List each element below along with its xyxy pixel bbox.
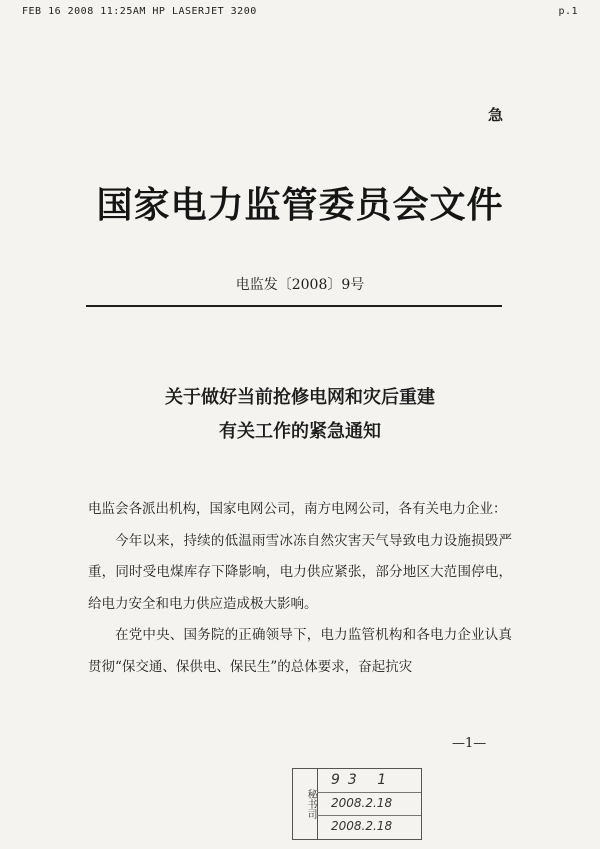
stamp-department: 秘书司 (293, 769, 318, 839)
page-number: —1— (452, 736, 487, 751)
fax-header (22, 6, 578, 17)
notice-title-line-1: 关于做好当前抢修电网和灾后重建 (165, 387, 435, 408)
urgent-mark: 急 (487, 106, 503, 124)
addressee: 电监会各派出机构，国家电网公司，南方电网公司，各有关电力企业： (88, 501, 507, 517)
received-stamp (292, 768, 422, 840)
stamp-date-2: 2008.2.18 (331, 819, 393, 833)
fax-page-indicator: p.1 (558, 6, 578, 17)
header-divider (86, 305, 502, 307)
document-number: 电监发〔2008〕9号 (235, 277, 365, 293)
document-title: 国家电力监管委员会文件 (96, 185, 504, 226)
paragraph-1: 今年以来，持续的低温雨雪冰冻自然灾害天气导致电力设施损毁严重，同时受电煤库存下降影响，电力供应紧张，部分地区大范围停电，给电力安全和电力供应造成极大影响。 (88, 532, 512, 612)
stamp-date-1: 2008.2.18 (317, 792, 421, 816)
stamp-serial: 93 1 (317, 769, 421, 793)
notice-body (88, 494, 512, 683)
notice-title-line-2: 有关工作的紧急通知 (219, 421, 381, 442)
notice-title (0, 381, 600, 449)
fax-header-left: FEB 16 2008 11:25AM HP LASERJET 3200 (22, 6, 257, 17)
paragraph-2: 在党中央、国务院的正确领导下，电力监管机构和各电力企业认真贯彻“保交通、保供电、保民生”的总体要求，奋起抗灾 (88, 627, 512, 675)
